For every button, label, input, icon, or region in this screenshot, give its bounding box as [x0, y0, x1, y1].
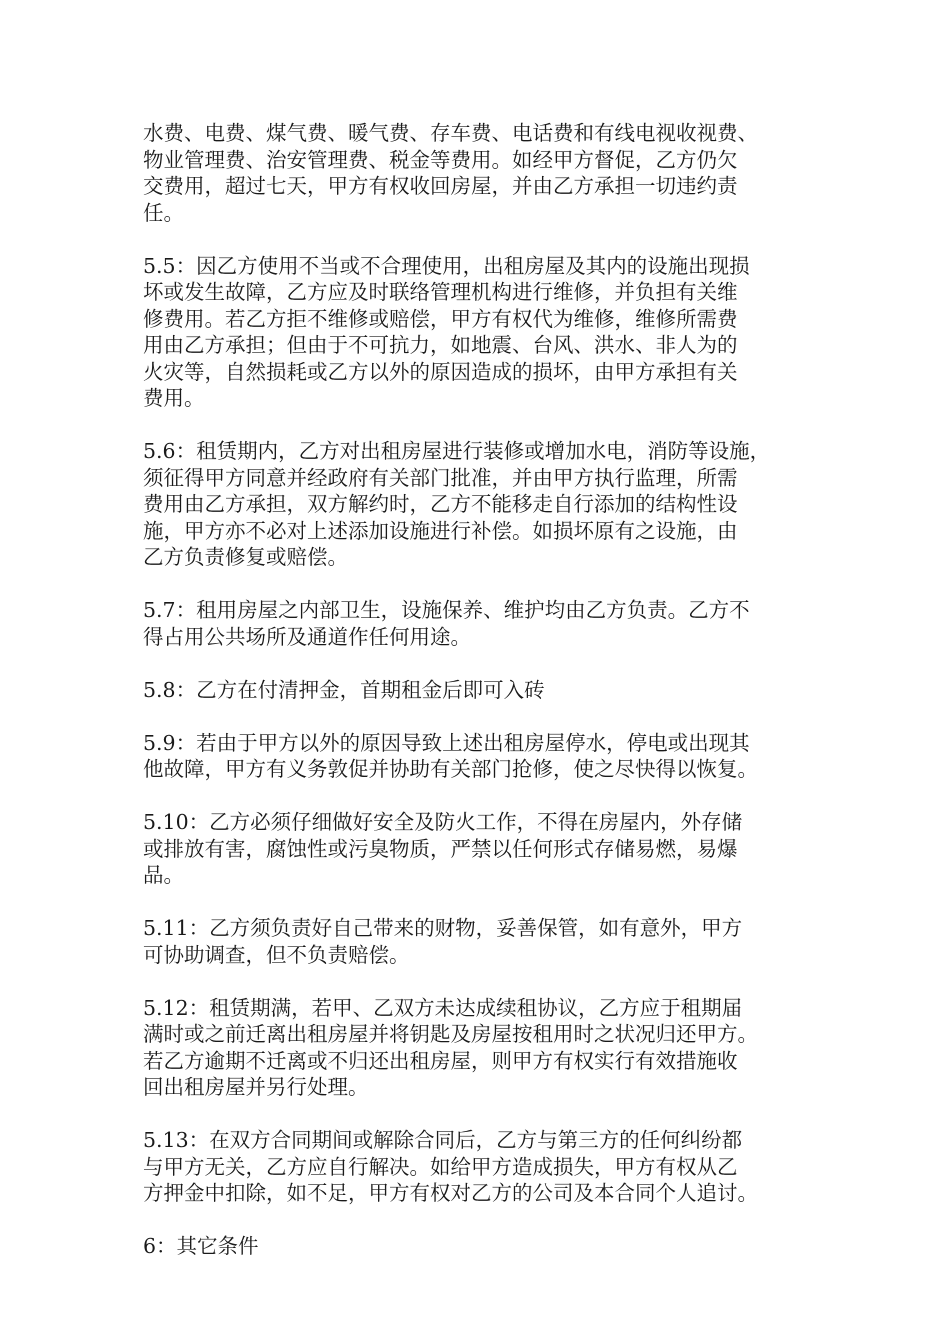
- text-line: 5.6：租赁期内，乙方对出租房屋进行装修或增加水电，消防等设施，: [143, 439, 771, 463]
- text-line: 修费用。若乙方拒不维修或赔偿，甲方有权代为维修，维修所需费: [143, 306, 738, 331]
- text-line: 乙方负责修复或赔偿。: [143, 545, 348, 569]
- text-line: 交费用，超过七天，甲方有权收回房屋，并由乙方承担一切违约责: [143, 174, 738, 198]
- text-line: 或排放有害，腐蚀性或污臭物质，严禁以任何形式存储易燃，易爆: [143, 836, 738, 861]
- text-line: 方押金中扣除，如不足，甲方有权对乙方的公司及本合同个人追讨。: [143, 1181, 758, 1205]
- clause-5-12: [143, 995, 823, 1101]
- text-line: 他故障，甲方有义务敦促并协助有关部门抢修，使之尽快得以恢复。: [143, 757, 758, 781]
- text-line: 5.12：租赁期满，若甲、乙双方未达成续租协议，乙方应于租期届: [143, 995, 743, 1020]
- text-line: 回出租房屋并另行处理。: [143, 1075, 369, 1099]
- text-line: 可协助调查，但不负责赔偿。: [143, 942, 410, 967]
- text-line: 5.5：因乙方使用不当或不合理使用，出租房屋及其内的设施出现损: [143, 253, 750, 278]
- text-line: 满时或之前迁离出租房屋并将钥匙及房屋按租用时之状况归还甲方。: [143, 1022, 758, 1046]
- text-line: 用由乙方承担；但由于不可抗力，如地震、台风、洪水、非人为的: [143, 333, 738, 357]
- clause-5-5: [143, 253, 823, 412]
- text-line: 任。: [143, 200, 184, 225]
- clause-5-11: [143, 915, 823, 968]
- text-line: 5.7：租用房屋之内部卫生，设施保养、维护均由乙方负责。乙方不: [143, 598, 750, 622]
- text-line: 5.9：若由于甲方以外的原因导致上述出租房屋停水，停电或出现其: [143, 730, 750, 755]
- text-line: 与甲方无关，乙方应自行解决。如给甲方造成损失，甲方有权从乙: [143, 1154, 738, 1179]
- text-line: 6：其它条件: [143, 1234, 259, 1258]
- clause-5-9: [143, 730, 823, 783]
- text-line: 费用。: [143, 386, 205, 410]
- section-6-heading: [143, 1233, 823, 1260]
- text-line: 5.8：乙方在付清押金，首期租金后即可入砖: [143, 677, 545, 702]
- text-line: 费用由乙方承担，双方解约时，乙方不能移走自行添加的结构性设: [143, 492, 738, 516]
- paragraph-fees-continued: [143, 120, 823, 226]
- text-line: 5.11：乙方须负责好自己带来的财物，妥善保管，如有意外，甲方: [143, 916, 743, 940]
- text-line: 5.10：乙方必须仔细做好安全及防火工作，不得在房屋内，外存储: [143, 810, 743, 834]
- text-line: 5.13：在双方合同期间或解除合同后，乙方与第三方的任何纠纷都: [143, 1128, 743, 1152]
- text-line: 物业管理费、治安管理费、税金等费用。如经甲方督促，乙方仍欠: [143, 147, 738, 172]
- clause-5-8: [143, 677, 823, 704]
- text-line: 须征得甲方同意并经政府有关部门批准，并由甲方执行监理，所需: [143, 465, 738, 490]
- clause-5-7: [143, 597, 823, 650]
- text-line: 若乙方逾期不迁离或不归还出租房屋，则甲方有权实行有效措施收: [143, 1048, 738, 1073]
- text-line: 品。: [143, 863, 184, 887]
- text-line: 施，甲方亦不必对上述添加设施进行补偿。如损坏原有之设施，由: [143, 518, 738, 543]
- clause-5-6: [143, 438, 823, 571]
- text-line: 得占用公共场所及通道作任何用途。: [143, 624, 471, 649]
- text-line: 坏或发生故障，乙方应及时联络管理机构进行维修，并负担有关维: [143, 280, 738, 304]
- text-line: 水费、电费、煤气费、暖气费、存车费、电话费和有线电视收视费、: [143, 121, 758, 145]
- clause-5-10: [143, 809, 823, 889]
- document-body: [143, 120, 823, 1286]
- clause-5-13: [143, 1127, 823, 1207]
- text-line: 火灾等，自然损耗或乙方以外的原因造成的损坏，由甲方承担有关: [143, 359, 738, 384]
